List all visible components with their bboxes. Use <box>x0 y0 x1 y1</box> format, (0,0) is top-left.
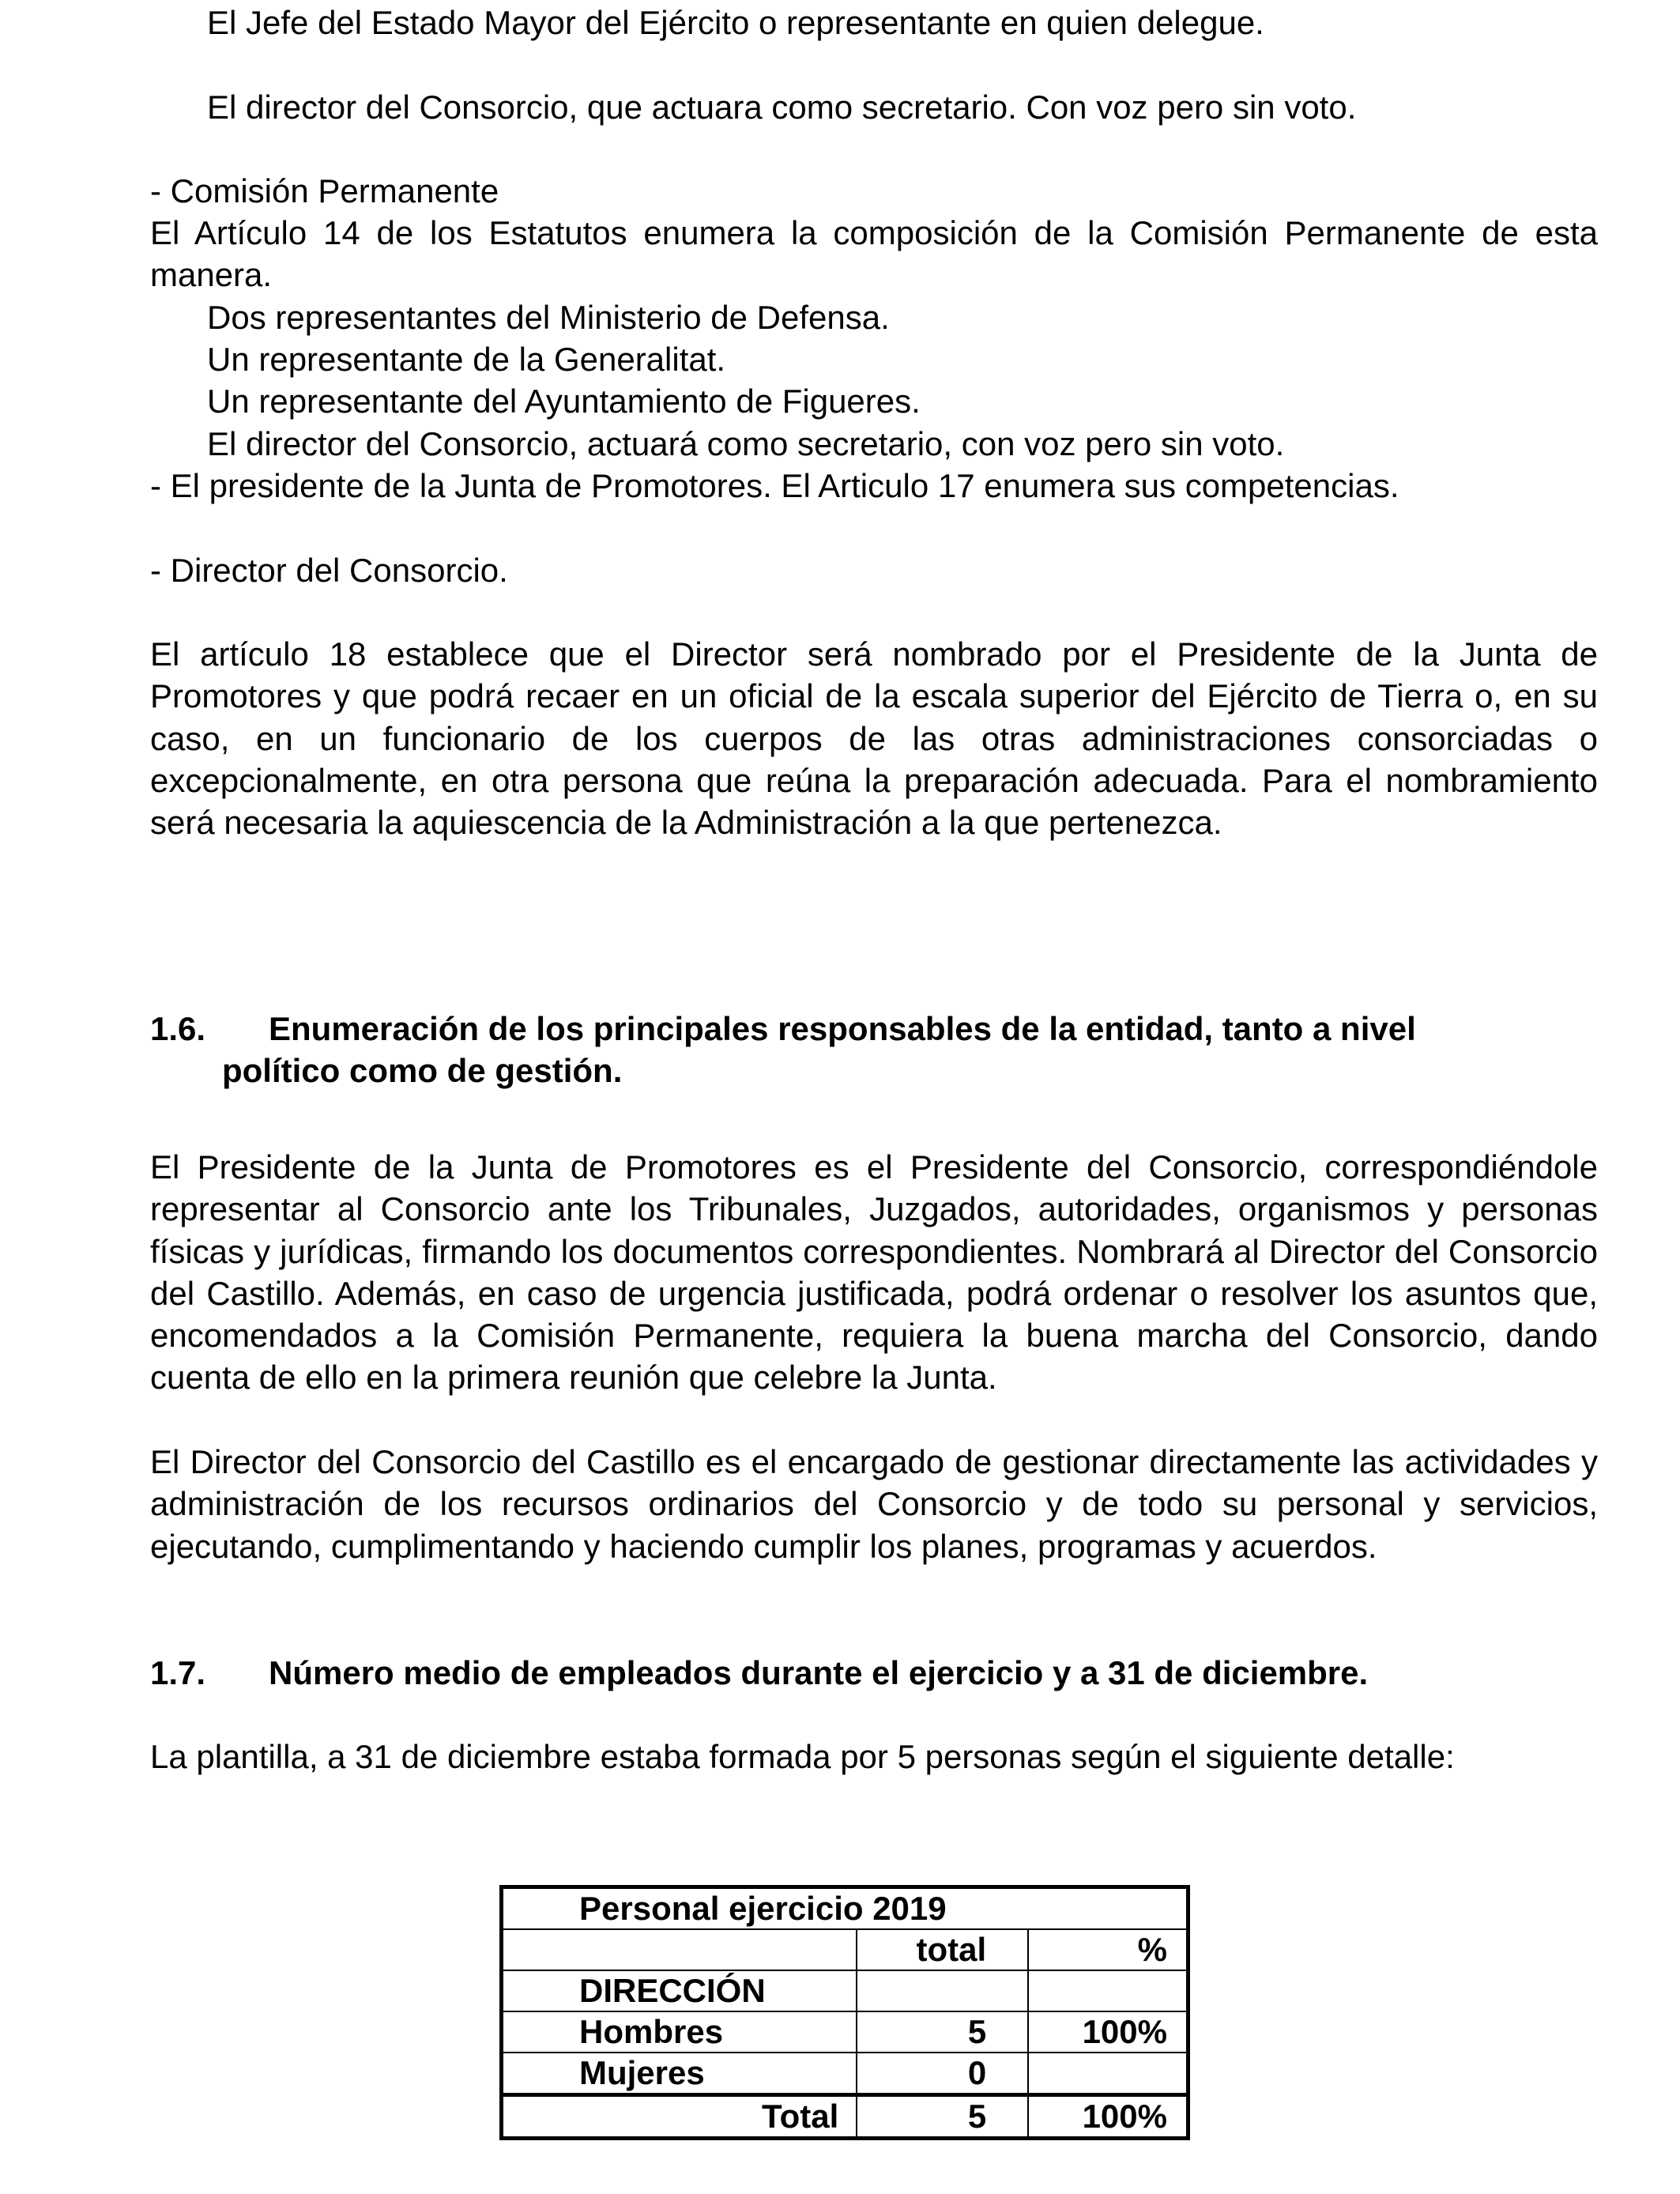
table-row <box>502 1970 1188 2011</box>
table-cell-total <box>857 1970 1028 2011</box>
table-cell-pct <box>1028 1970 1188 2011</box>
table-cell-pct: 100% <box>1028 2011 1188 2053</box>
section-number-1-7: 1.7. <box>150 1654 206 1691</box>
table-row <box>502 2053 1188 2095</box>
text-line-presidente-junta: - El presidente de la Junta de Promotores. El Articulo 17 enumera sus competencias. <box>150 467 1399 504</box>
table-header-row <box>502 1929 1188 1970</box>
text-line-director-voz: El director del Consorcio, actuará como secretario, con voz pero sin voto. <box>207 425 1285 462</box>
staff-table <box>499 1885 1190 2140</box>
paragraph-director: El Director del Consorcio del Castillo es el encargado de gestionar directamente las actividades y administración de los recursos ordinarios del Consorcio y de todo su personal y servicios, ejecutando, cumplimentando y haciendo cumplir los planes, programas y acuerdos. <box>150 1443 1598 1565</box>
table-total-label: Total <box>502 2095 857 2139</box>
table-cell-pct <box>1028 2053 1188 2095</box>
table-cell-label: Hombres <box>502 2011 857 2053</box>
paragraph-articulo-14: El Artículo 14 de los Estatutos enumera la composición de la Comisión Permanente de esta manera. <box>150 214 1598 294</box>
table-cell-total: 5 <box>857 2011 1028 2053</box>
table-header-blank <box>502 1929 857 1970</box>
text-line-ministerio-defensa: Dos representantes del Ministerio de Defensa. <box>207 299 890 336</box>
section-heading-1-7: Número medio de empleados durante el ejercicio y a 31 de diciembre. <box>269 1654 1369 1691</box>
paragraph-presidente: El Presidente de la Junta de Promotores es el Presidente del Consorcio, correspondiéndole representar al Consorcio ante los Tribunales, Juzgados, autoridades, organismos y personas físicas y jurídicas, firmando los documentos correspondientes. Nombrará al Director del Consorcio del Castillo. Además, en caso de urgencia justificada, podrá ordenar o resolver los asuntos que, encomendados a la Comisión Permanente, requiera la buena marcha del Consorcio, dando cuenta de ello en la primera reunión que celebre la Junta. <box>150 1148 1598 1397</box>
table-title: Personal ejercicio 2019 <box>502 1887 1188 1930</box>
table-cell-label: DIRECCIÓN <box>502 1970 857 2011</box>
table-cell-total: 0 <box>857 2053 1028 2095</box>
text-line-jefe-estado-mayor: El Jefe del Estado Mayor del Ejército o representante en quien delegue. <box>207 4 1264 41</box>
text-line-generalitat: Un representante de la Generalitat. <box>207 341 726 378</box>
table-total-value: 5 <box>857 2095 1028 2139</box>
text-line-director-secretario: El director del Consorcio, que actuara como secretario. Con voz pero sin voto. <box>207 89 1357 126</box>
text-line-ayuntamiento: Un representante del Ayuntamiento de Figueres. <box>207 383 921 420</box>
table-total-row <box>502 2095 1188 2139</box>
text-line-director-consorcio: - Director del Consorcio. <box>150 552 508 589</box>
paragraph-plantilla: La plantilla, a 31 de diciembre estaba formada por 5 personas según el siguiente detalle: <box>150 1738 1455 1775</box>
table-row <box>502 2011 1188 2053</box>
section-heading-1-6-line1: Enumeración de los principales responsables de la entidad, tanto a nivel <box>269 1010 1416 1047</box>
table-title-row <box>502 1887 1188 1930</box>
table-total-pct: 100% <box>1028 2095 1188 2139</box>
table-header-pct: % <box>1028 1929 1188 1970</box>
section-number-1-6: 1.6. <box>150 1010 206 1047</box>
section-heading-1-6-line2: político como de gestión. <box>222 1052 623 1089</box>
text-line-comision-permanente: - Comisión Permanente <box>150 172 499 209</box>
paragraph-articulo-18: El artículo 18 establece que el Director será nombrado por el Presidente de la Junta de Promotores y que podrá recaer en un oficial de la escala superior del Ejército de Tierra o, en su caso, en un funcionario de los cuerpos de las otras administraciones consorciadas o excepcionalmente, en otra persona que reúna la preparación adecuada. Para el nombramiento será necesaria la aquiescencia de la Administración a la que pertenezca. <box>150 635 1598 842</box>
table-header-total: total <box>857 1929 1028 1970</box>
table-cell-label: Mujeres <box>502 2053 857 2095</box>
